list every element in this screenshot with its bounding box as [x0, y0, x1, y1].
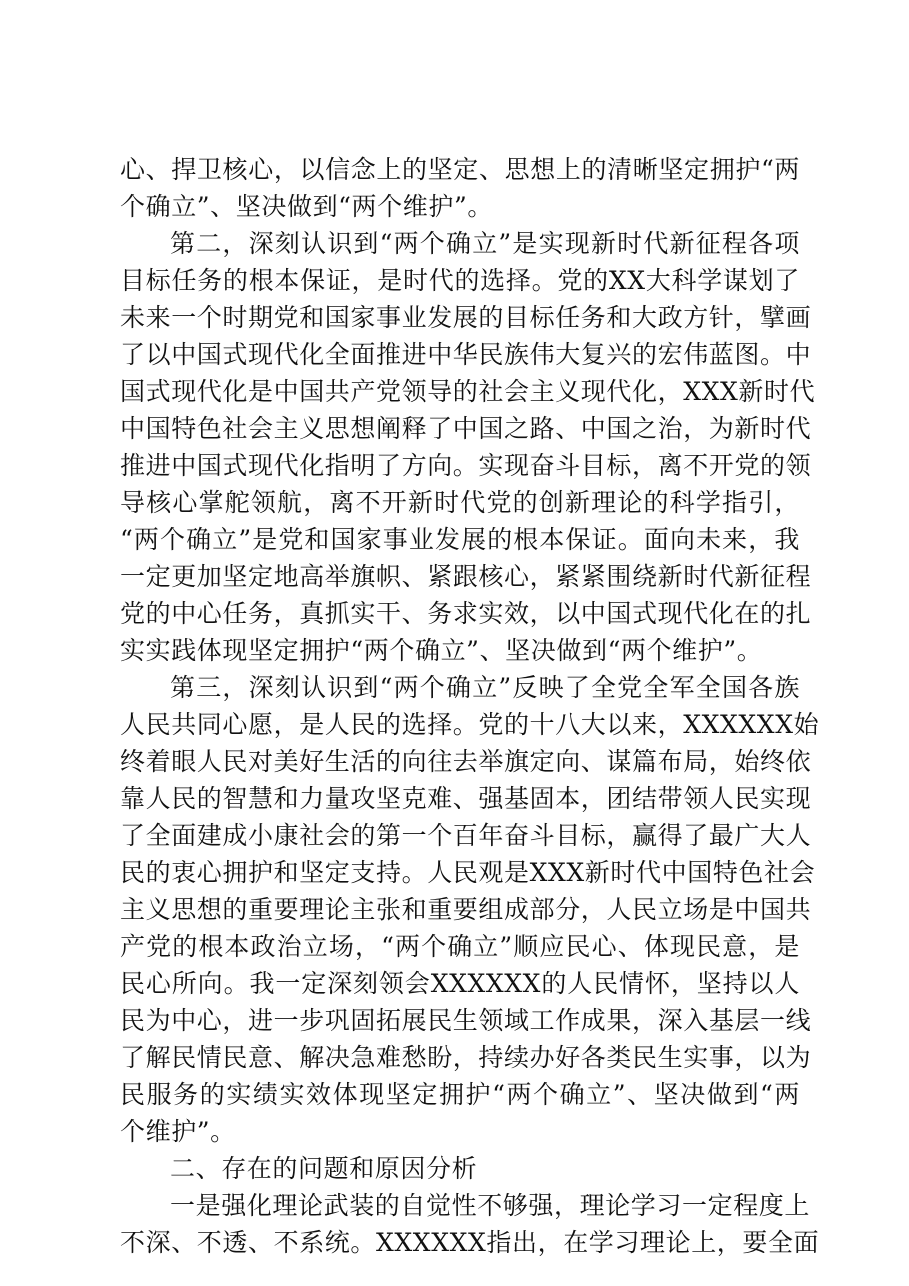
paragraph-start-line: 第三，深刻认识到“两个确立”反映了全党全军全国各族	[170, 673, 800, 702]
text-line: 实实践体现坚定拥护“两个确立”、坚决做到“两个维护”。	[120, 636, 763, 665]
paragraph-start-line: 一是强化理论武装的自觉性不够强，理论学习一定程度上	[170, 1191, 811, 1220]
text-line: 民为中心，进一步巩固拓展民生领域工作成果，深入基层一线	[120, 1006, 812, 1035]
text-line: 主义思想的重要理论主张和重要组成部分，人民立场是中国共	[120, 895, 812, 924]
text-line: 了全面建成小康社会的第一个百年奋斗目标，赢得了最广大人	[120, 821, 812, 850]
text-line: 推进中国式现代化指明了方向。实现奋斗目标，离不开党的领	[120, 451, 812, 480]
text-line: 一定更加坚定地高举旗帜、紧跟核心，紧紧围绕新时代新征程	[120, 562, 812, 591]
text-line: 不深、不透、不系统。XXXXXX指出，在学习理论上，要全面	[120, 1228, 820, 1257]
text-line: 党的中心任务，真抓实干、务求实效，以中国式现代化在的扎	[120, 599, 812, 628]
text-line: 了以中国式现代化全面推进中华民族伟大复兴的宏伟蓝图。中	[120, 340, 812, 369]
text-line: 民服务的实绩实效体现坚定拥护“两个确立”、坚决做到“两	[120, 1080, 800, 1109]
text-line: 民的衷心拥护和坚定支持。人民观是XXX新时代中国特色社会	[120, 858, 816, 887]
text-line: 中国特色社会主义思想阐释了中国之路、中国之治，为新时代	[120, 414, 812, 443]
text-line: 终着眼人民对美好生活的向往去举旗定向、谋篇布局，始终依	[120, 747, 812, 776]
text-line: “两个确立”是党和国家事业发展的根本保证。面向未来，我	[120, 525, 800, 554]
section-heading: 二、存在的问题和原因分析	[170, 1154, 478, 1183]
text-line: 个确立”、坚决做到“两个维护”。	[120, 192, 493, 221]
text-line: 民心所向。我一定深刻领会XXXXXX的人民情怀，坚持以人	[120, 969, 800, 998]
text-line: 目标任务的根本保证，是时代的选择。党的XX大科学谋划了	[120, 266, 800, 295]
text-line: 了解民情民意、解决急难愁盼，持续办好各类民生实事，以为	[120, 1043, 812, 1072]
text-line: 个维护”。	[120, 1117, 236, 1146]
text-line: 靠人民的智慧和力量攻坚克难、强基固本，团结带领人民实现	[120, 784, 812, 813]
text-line: 产党的根本政治立场，“两个确立”顺应民心、体现民意，是	[120, 932, 800, 961]
document-body	[120, 151, 820, 1261]
text-line: 未来一个时期党和国家事业发展的目标任务和大政方针，擘画	[120, 303, 812, 332]
paragraph-start-line: 第二，深刻认识到“两个确立”是实现新时代新征程各项	[170, 229, 800, 258]
text-line: 导核心掌舵领航，离不开新时代党的创新理论的科学指引，	[120, 488, 800, 517]
text-line: 心、捍卫核心，以信念上的坚定、思想上的清晰坚定拥护“两	[120, 155, 800, 184]
text-line: 人民共同心愿，是人民的选择。党的十八大以来，XXXXXX始	[120, 710, 820, 739]
text-line: 国式现代化是中国共产党领导的社会主义现代化，XXX新时代	[120, 377, 816, 406]
